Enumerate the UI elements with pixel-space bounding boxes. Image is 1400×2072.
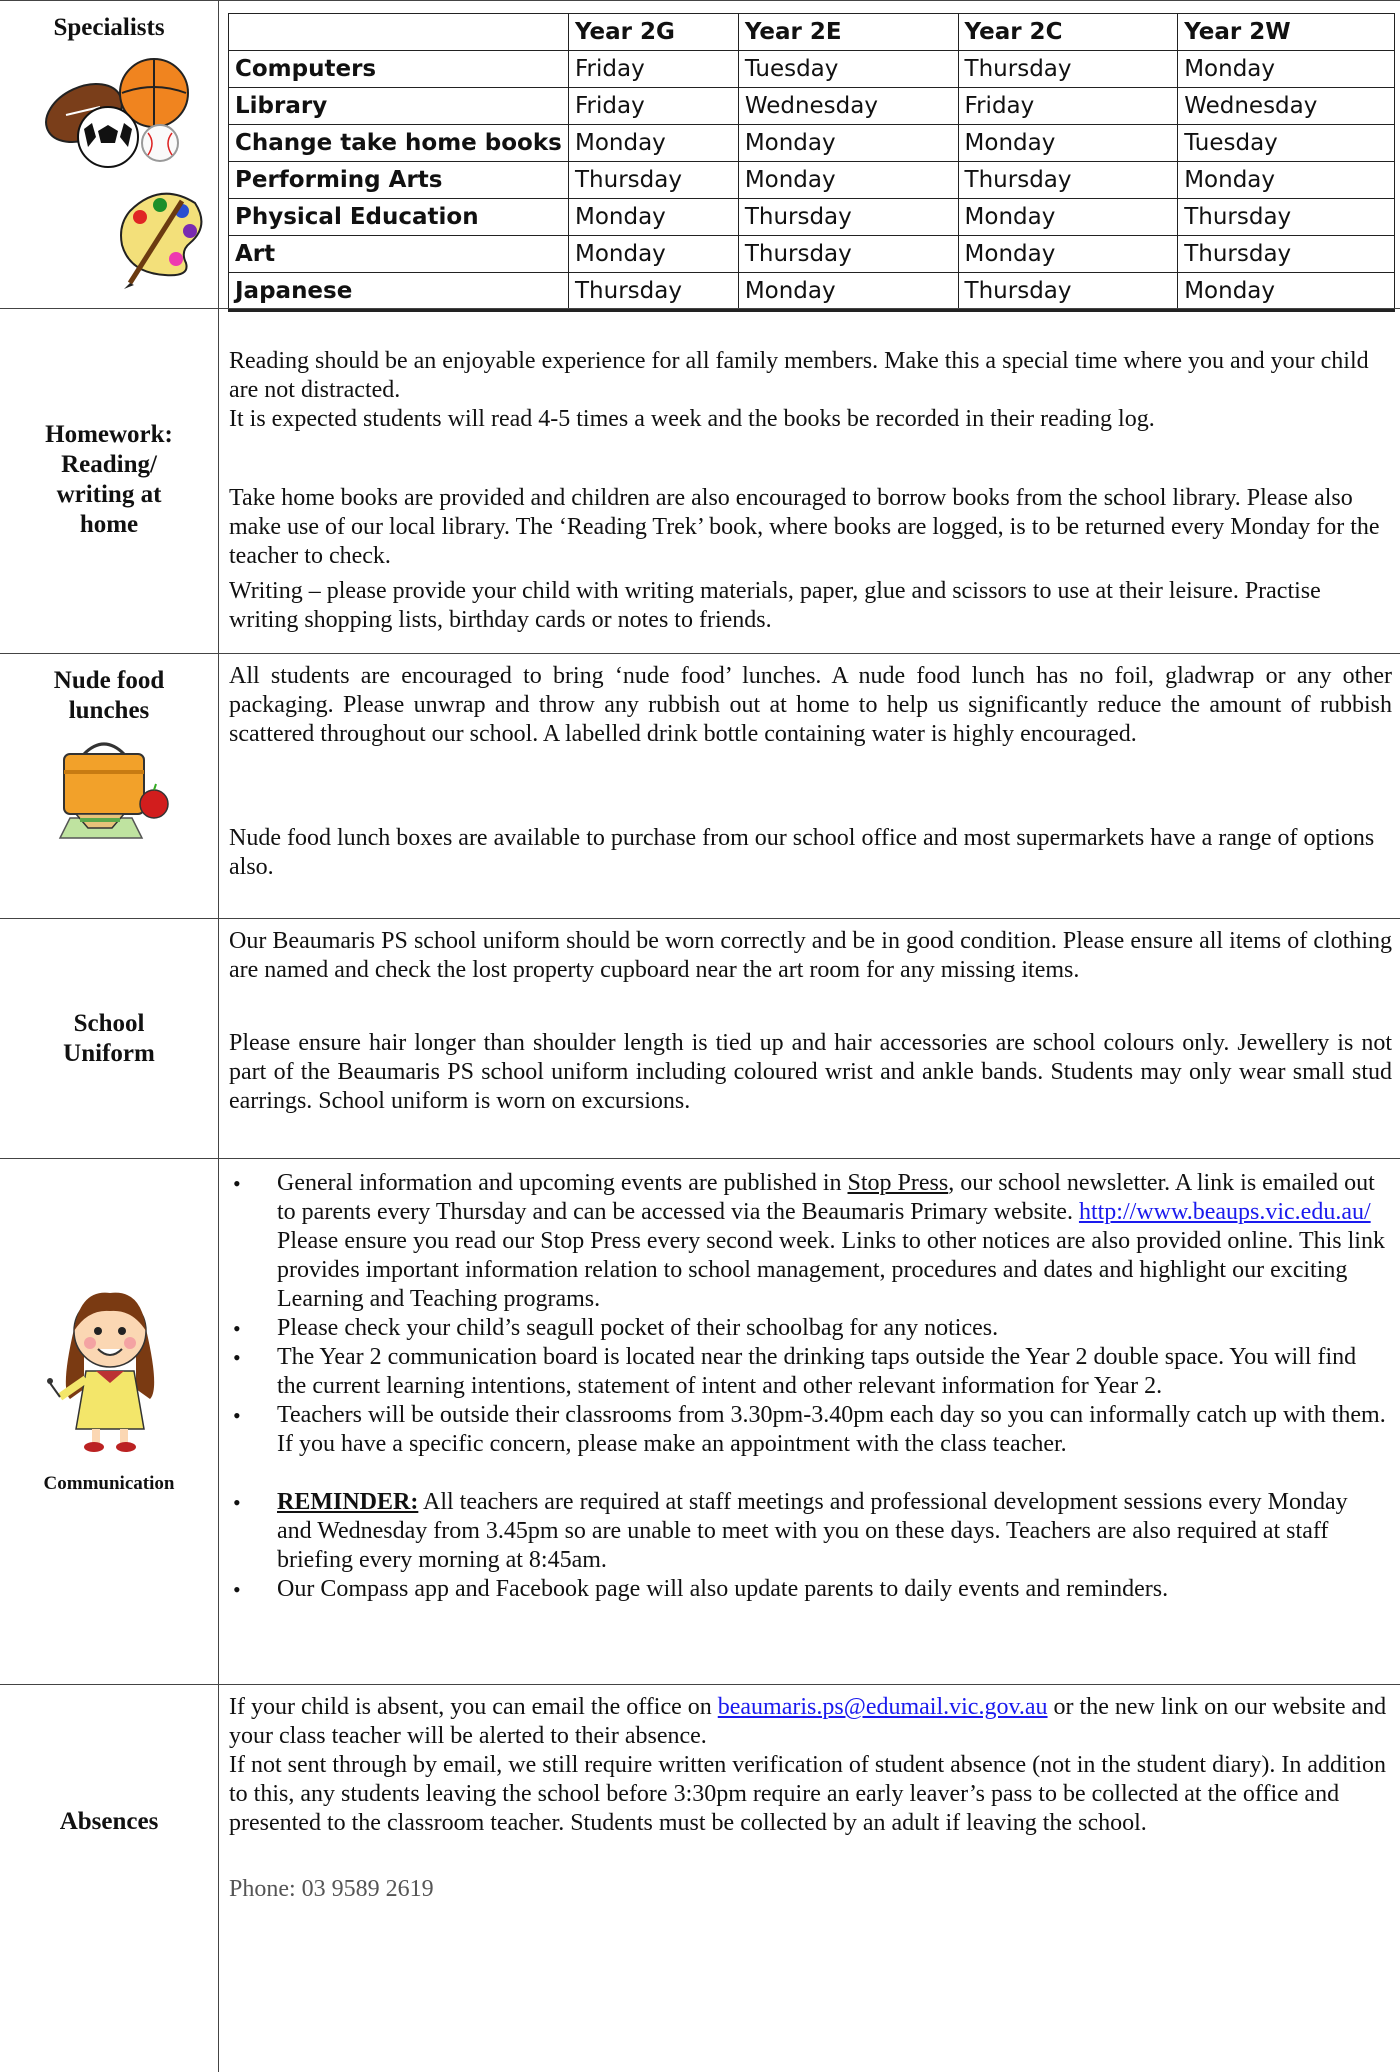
day-cell: Wednesday	[738, 88, 958, 125]
nude-food-label-line-1: Nude food	[53, 667, 165, 694]
communication-bullet-list	[219, 1169, 1386, 1604]
phone-number: Phone: 03 9589 2619	[229, 1876, 434, 1902]
table-row	[229, 88, 1395, 125]
homework-label-line-1: Homework:	[45, 421, 173, 448]
subject-cell: Art	[229, 236, 569, 273]
absences-label: Absences	[59, 1808, 159, 1835]
day-cell: Friday	[568, 88, 738, 125]
day-cell: Monday	[568, 199, 738, 236]
girl-character-icon	[40, 1279, 180, 1454]
reminder-label: REMINDER:	[277, 1489, 419, 1515]
table-row	[229, 125, 1395, 162]
day-cell: Wednesday	[1178, 88, 1395, 125]
communication-content-cell	[219, 1159, 1400, 1685]
uniform-paragraph-1: Our Beaumaris PS school uniform should be worn correctly and be in good condition. Please ensure all items of clothing are named and check the lost property cupboard near the art room for any missing items.	[229, 928, 1392, 983]
day-cell: Thursday	[958, 51, 1178, 88]
day-cell: Monday	[738, 273, 958, 311]
day-cell: Thursday	[568, 273, 738, 311]
homework-content-cell	[219, 309, 1400, 654]
communication-label: Communication	[43, 1473, 175, 1494]
communication-bullet-6: • Our Compass app and Facebook page will also update parents to daily events and reminders.	[219, 1575, 1386, 1604]
homework-label-line-3: writing at	[56, 481, 162, 508]
day-cell: Tuesday	[738, 51, 958, 88]
uniform-content-cell	[219, 919, 1400, 1159]
school-website-link[interactable]: http://www.beaups.vic.edu.au/	[1078, 1199, 1371, 1225]
homework-label	[0, 420, 218, 540]
table-row	[229, 236, 1395, 273]
communication-bullet-1	[219, 1169, 1386, 1314]
bullet-1-text-end: Please ensure you read our Stop Press every second week. Links to other notices are also provided online. This link provides important information relation to school management, procedures and dates and highlight our exciting Learning and Teaching programs.	[277, 1228, 1385, 1312]
communication-label-cell	[0, 1159, 219, 1685]
art-palette-icon	[110, 181, 210, 291]
day-cell: Monday	[958, 125, 1178, 162]
bullet-1-text-start: General information and upcoming events are published in	[277, 1170, 848, 1196]
specialists-table-body	[229, 14, 1395, 311]
nude-food-section	[0, 653, 1400, 919]
homework-paragraph-4: Writing – please provide your child with writing materials, paper, glue and scissors to use at their leisure. Practise writing shopping lists, birthday cards or notes to friends.	[229, 578, 1321, 633]
communication-section	[0, 1158, 1400, 1685]
nude-food-content-cell	[219, 654, 1400, 919]
specialists-content-cell	[219, 1, 1400, 309]
communication-bullet-4: • Teachers will be outside their classrooms from 3.30pm-3.40pm each day so you can informally catch up with them. If you have a specific concern, please make an appointment with the class teacher.	[219, 1401, 1386, 1459]
day-cell: Friday	[568, 51, 738, 88]
stop-press-title: Stop Press	[847, 1170, 949, 1196]
uniform-label-cell	[0, 919, 219, 1159]
day-cell: Monday	[958, 199, 1178, 236]
day-cell: Thursday	[958, 162, 1178, 199]
homework-paragraph-3: Take home books are provided and children are also encouraged to borrow books from the school library. Please also make use of our local library. The ‘Reading Trek’ book, where books are logged, is to be returned every Monday for the teacher to check.	[229, 485, 1380, 569]
homework-label-line-4: home	[79, 511, 139, 538]
subject-cell: Change take home books	[229, 125, 569, 162]
nude-food-paragraph-1: All students are encouraged to bring ‘nude food’ lunches. A nude food lunch has no foil, gladwrap or any other packaging. Please unwrap and throw any rubbish out at home to help us significantly reduce the amount of rubbish scattered throughout our school. A labelled drink bottle containing water is highly encouraged.	[229, 663, 1392, 747]
absences-text-end: or the new link on our website and your class teacher will be alerted to their absence.	[229, 1694, 1387, 1749]
table-row	[229, 162, 1395, 199]
bullet-1-text-middle: , our school newsletter. A link is emailed out to parents every Thursday and can be accessed via the Beaumaris Primary website.	[277, 1170, 1375, 1225]
specialists-section	[0, 0, 1400, 309]
reminder-text: All teachers are required at staff meetings and professional development sessions every Monday and Wednesday from 3.45pm so are unable to meet with you on these days. Teachers are also required at staff briefing every morning at 8:45am.	[277, 1489, 1348, 1573]
uniform-label-line-2: Uniform	[63, 1040, 155, 1067]
absences-paragraph-1	[229, 1693, 1392, 1751]
communication-bullet-3: • The Year 2 communication board is located near the drinking taps outside the Year 2 double space. You will find the current learning intentions, statement of intent and other relevant information for Year 2.	[219, 1343, 1386, 1401]
specialists-table	[228, 13, 1395, 312]
table-header-cell: Year 2E	[738, 14, 958, 51]
day-cell: Monday	[1178, 51, 1395, 88]
homework-paragraph-1: Reading should be an enjoyable experience for all family members. Make this a special time where you and your child are not distracted.	[229, 348, 1369, 403]
absences-section	[0, 1684, 1400, 2072]
homework-paragraph-2: It is expected students will read 4-5 times a week and the books be recorded in their reading log.	[229, 406, 1155, 432]
absences-paragraph-2: If not sent through by email, we still require written verification of student absence (not in the student diary). In addition to this, any students leaving the school before 3:30pm require an early leaver’s pass to be collected at the office and presented to the classroom teacher. Students must be collected by an adult if leaving the school.	[229, 1752, 1387, 1836]
absences-content-cell	[219, 1685, 1400, 2072]
day-cell: Tuesday	[1178, 125, 1395, 162]
specialists-label: Specialists	[53, 14, 165, 41]
table-header-row	[229, 14, 1395, 51]
office-email-link[interactable]: beaumaris.ps@edumail.vic.gov.au	[717, 1694, 1048, 1720]
communication-bullet-5	[219, 1488, 1386, 1575]
absences-text-start: If your child is absent, you can email the office on	[229, 1694, 718, 1720]
table-header-cell: Year 2G	[568, 14, 738, 51]
table-row	[229, 199, 1395, 236]
nude-food-label-line-2: lunches	[68, 697, 150, 724]
lunch-box-icon	[50, 734, 180, 844]
homework-section	[0, 308, 1400, 654]
nude-food-label-cell	[0, 654, 219, 919]
day-cell: Thursday	[568, 162, 738, 199]
day-cell: Monday	[958, 236, 1178, 273]
nude-food-label	[0, 666, 218, 726]
day-cell: Thursday	[738, 236, 958, 273]
day-cell: Monday	[568, 125, 738, 162]
table-row	[229, 51, 1395, 88]
subject-cell: Physical Education	[229, 199, 569, 236]
uniform-label-line-1: School	[73, 1010, 145, 1037]
subject-cell: Japanese	[229, 273, 569, 311]
day-cell: Monday	[1178, 162, 1395, 199]
day-cell: Monday	[1178, 273, 1395, 311]
sports-balls-icon	[36, 51, 206, 171]
day-cell: Thursday	[1178, 236, 1395, 273]
uniform-section	[0, 918, 1400, 1159]
day-cell: Thursday	[738, 199, 958, 236]
table-header-cell: Year 2C	[958, 14, 1178, 51]
day-cell: Monday	[738, 125, 958, 162]
day-cell: Thursday	[1178, 199, 1395, 236]
day-cell: Monday	[568, 236, 738, 273]
table-row	[229, 273, 1395, 311]
table-header-cell	[229, 14, 569, 51]
nude-food-paragraph-2: Nude food lunch boxes are available to purchase from our school office and most supermarkets have a range of options also.	[229, 825, 1375, 880]
day-cell: Thursday	[958, 273, 1178, 311]
homework-label-line-2: Reading/	[61, 451, 157, 478]
homework-label-cell	[0, 309, 219, 654]
uniform-paragraph-2: Please ensure hair longer than shoulder length is tied up and hair accessories are school colours only. Jewellery is not part of the Beaumaris PS school uniform including coloured wrist and ankle bands. Students may only wear small stud earrings. School uniform is worn on excursions.	[229, 1030, 1392, 1114]
communication-bullet-2: • Please check your child’s seagull pocket of their schoolbag for any notices.	[219, 1314, 1386, 1343]
subject-cell: Library	[229, 88, 569, 125]
specialists-label-cell	[0, 1, 219, 309]
day-cell: Friday	[958, 88, 1178, 125]
absences-label-cell	[0, 1685, 219, 2072]
subject-cell: Performing Arts	[229, 162, 569, 199]
subject-cell: Computers	[229, 51, 569, 88]
table-header-cell: Year 2W	[1178, 14, 1395, 51]
uniform-label	[0, 1009, 218, 1069]
day-cell: Monday	[738, 162, 958, 199]
